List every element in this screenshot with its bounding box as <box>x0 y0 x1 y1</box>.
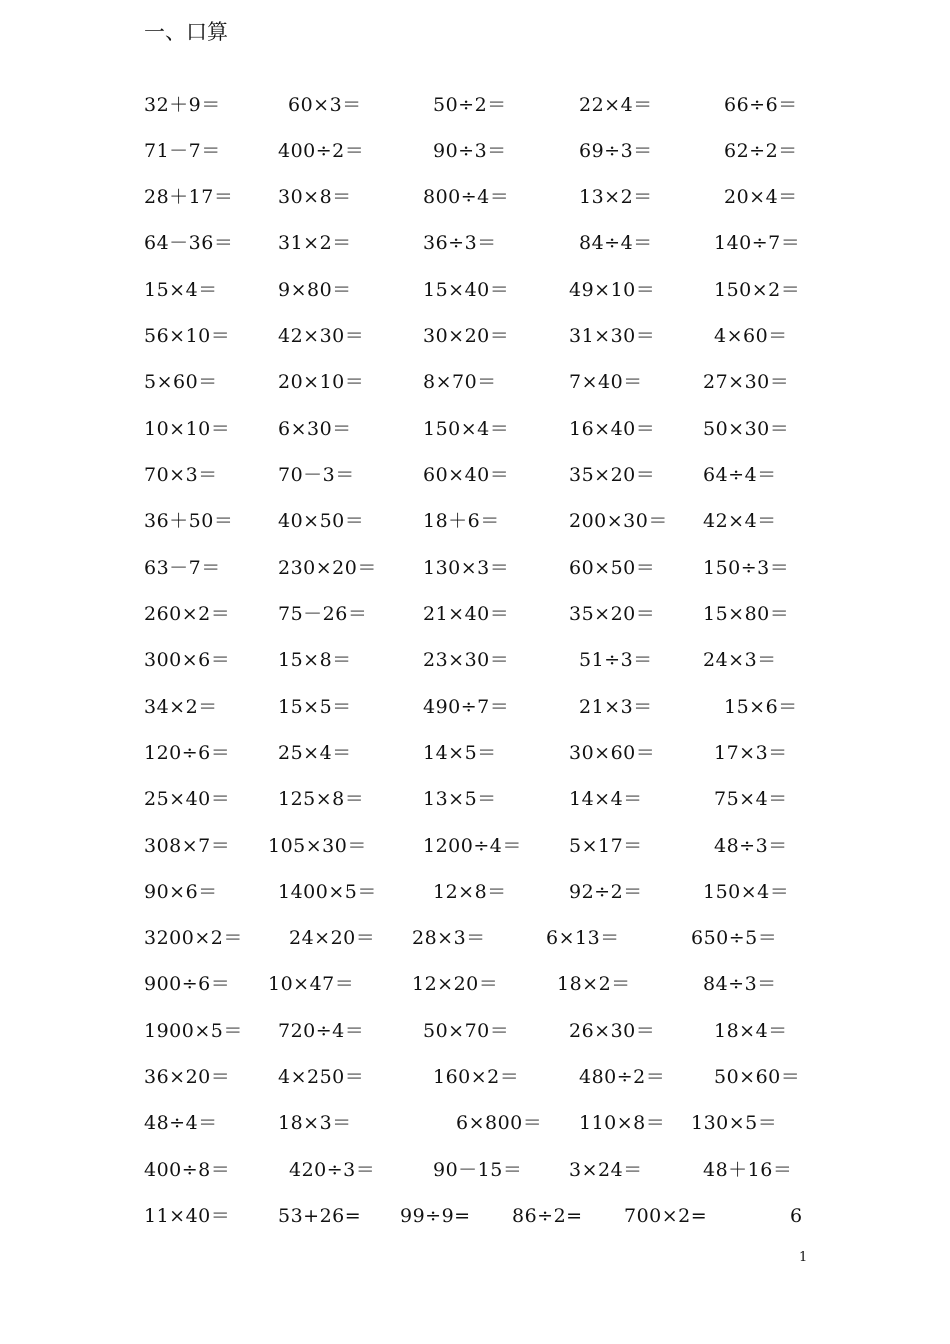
problem-item: 20×4＝ <box>724 186 798 208</box>
problem-item: 25×4＝ <box>278 742 352 764</box>
problem-item: 30×20＝ <box>423 325 510 347</box>
problem-item: 21×3＝ <box>579 696 653 718</box>
problem-item: 700×2= <box>624 1205 708 1227</box>
problem-item: 60×50＝ <box>569 557 656 579</box>
problem-item: 75－26＝ <box>278 603 368 625</box>
problem-item: 14×5＝ <box>423 742 497 764</box>
problem-item: 6×800＝ <box>456 1112 543 1134</box>
problem-item: 40×50＝ <box>278 510 365 532</box>
problem-item: 36×20＝ <box>144 1066 231 1088</box>
problem-item: 5×17＝ <box>569 835 643 857</box>
problem-item: 12×8＝ <box>433 881 507 903</box>
problem-item: 50×60＝ <box>714 1066 801 1088</box>
problem-item: 84÷4＝ <box>579 232 653 254</box>
problem-item: 18×2＝ <box>557 973 631 995</box>
problem-item: 1400×5＝ <box>278 881 377 903</box>
problem-item: 4×60＝ <box>714 325 788 347</box>
problem-item: 20×10＝ <box>278 371 365 393</box>
problem-item: 71－7＝ <box>144 140 221 162</box>
problem-item: 18＋6＝ <box>423 510 500 532</box>
problem-item: 31×30＝ <box>569 325 656 347</box>
problem-item: 56×10＝ <box>144 325 231 347</box>
problem-item: 15×6＝ <box>724 696 798 718</box>
problem-item: 6×13＝ <box>546 927 620 949</box>
problem-item: 90×6＝ <box>144 881 218 903</box>
problem-item: 21×40＝ <box>423 603 510 625</box>
problem-item: 13×5＝ <box>423 788 497 810</box>
problem-item: 400÷2＝ <box>278 140 365 162</box>
problem-item: 15×4＝ <box>144 279 218 301</box>
problem-item: 90－15＝ <box>433 1159 523 1181</box>
problem-item: 130×5＝ <box>691 1112 778 1134</box>
problem-item: 8×70＝ <box>423 371 497 393</box>
problem-item: 25×40＝ <box>144 788 231 810</box>
problem-item: 17×3＝ <box>714 742 788 764</box>
problem-item: 31×2＝ <box>278 232 352 254</box>
problem-item: 230×20＝ <box>278 557 377 579</box>
problem-item: 28×3＝ <box>412 927 486 949</box>
problem-item: 18×3＝ <box>278 1112 352 1134</box>
problem-item: 50×70＝ <box>423 1020 510 1042</box>
problem-item: 36÷3＝ <box>423 232 497 254</box>
problem-item: 15×5＝ <box>278 696 352 718</box>
problem-item: 27×30＝ <box>703 371 790 393</box>
problem-item: 3×24＝ <box>569 1159 643 1181</box>
problem-item: 28＋17＝ <box>144 186 234 208</box>
problem-item: 150÷3＝ <box>703 557 790 579</box>
problem-item: 420÷3＝ <box>289 1159 376 1181</box>
problem-item: 480÷2＝ <box>579 1066 666 1088</box>
problem-item: 90÷3＝ <box>433 140 507 162</box>
problem-item: 42×30＝ <box>278 325 365 347</box>
problem-item: 22×4＝ <box>579 94 653 116</box>
problem-item: 7×40＝ <box>569 371 643 393</box>
problem-item: 150×4＝ <box>703 881 790 903</box>
problem-item: 650÷5＝ <box>691 927 778 949</box>
problem-item: 48＋16＝ <box>703 1159 793 1181</box>
problem-item: 4×250＝ <box>278 1066 365 1088</box>
problem-item: 110×8＝ <box>579 1112 666 1134</box>
problem-item: 50×30＝ <box>703 418 790 440</box>
problem-item: 15×80＝ <box>703 603 790 625</box>
problem-item: 34×2＝ <box>144 696 218 718</box>
problem-item: 48÷4＝ <box>144 1112 218 1134</box>
problem-item: 70×3＝ <box>144 464 218 486</box>
problem-item: 24×20＝ <box>289 927 376 949</box>
problem-item: 66÷6＝ <box>724 94 798 116</box>
problem-item: 23×30＝ <box>423 649 510 671</box>
problem-item: 6×30＝ <box>278 418 352 440</box>
problem-item: 130×3＝ <box>423 557 510 579</box>
problem-item: 10×47＝ <box>268 973 355 995</box>
problem-item: 60×3＝ <box>288 94 362 116</box>
section-title: 一、口算 <box>144 20 228 44</box>
problem-item: 42×4＝ <box>703 510 777 532</box>
problem-item: 99÷9= <box>400 1205 471 1227</box>
problem-item: 125×8＝ <box>278 788 365 810</box>
problem-item: 13×2＝ <box>579 186 653 208</box>
problem-item: 60×40＝ <box>423 464 510 486</box>
problem-item: 15×40＝ <box>423 279 510 301</box>
problem-item: 105×30＝ <box>268 835 367 857</box>
problem-item: 300×6＝ <box>144 649 231 671</box>
problem-item: 12×20＝ <box>412 973 499 995</box>
problem-item: 18×4＝ <box>714 1020 788 1042</box>
problem-item: 11×40＝ <box>144 1205 231 1227</box>
problem-item: 75×4＝ <box>714 788 788 810</box>
problem-item: 30×8＝ <box>278 186 352 208</box>
problem-item: 64－36＝ <box>144 232 234 254</box>
problem-item: 150×4＝ <box>423 418 510 440</box>
problem-item: 160×2＝ <box>433 1066 520 1088</box>
problem-item: 70－3＝ <box>278 464 355 486</box>
problem-item: 3200×2＝ <box>144 927 243 949</box>
problem-item: 10×10＝ <box>144 418 231 440</box>
problem-item: 14×4＝ <box>569 788 643 810</box>
problem-item: 51÷3＝ <box>579 649 653 671</box>
problem-item: 260×2＝ <box>144 603 231 625</box>
problem-item: 200×30＝ <box>569 510 668 532</box>
problem-item: 50÷2＝ <box>433 94 507 116</box>
problem-item: 9×80＝ <box>278 279 352 301</box>
problem-item: 400÷8＝ <box>144 1159 231 1181</box>
problem-item: 84÷3＝ <box>703 973 777 995</box>
problem-item: 720÷4＝ <box>278 1020 365 1042</box>
trailing-text: 6 <box>790 1205 803 1227</box>
problem-item: 86÷2= <box>512 1205 583 1227</box>
problem-item: 308×7＝ <box>144 835 231 857</box>
problem-item: 63－7＝ <box>144 557 221 579</box>
problem-item: 16×40＝ <box>569 418 656 440</box>
problem-item: 1200÷4＝ <box>423 835 522 857</box>
problem-item: 92÷2＝ <box>569 881 643 903</box>
problem-item: 35×20＝ <box>569 464 656 486</box>
problem-item: 35×20＝ <box>569 603 656 625</box>
problem-item: 140÷7＝ <box>714 232 801 254</box>
problem-item: 24×3＝ <box>703 649 777 671</box>
problem-item: 36＋50＝ <box>144 510 234 532</box>
problem-item: 900÷6＝ <box>144 973 231 995</box>
problem-item: 30×60＝ <box>569 742 656 764</box>
page-number: 1 <box>799 1250 808 1265</box>
problem-item: 64÷4＝ <box>703 464 777 486</box>
problem-item: 1900×5＝ <box>144 1020 243 1042</box>
problem-item: 49×10＝ <box>569 279 656 301</box>
problem-item: 5×60＝ <box>144 371 218 393</box>
problem-item: 490÷7＝ <box>423 696 510 718</box>
problem-item: 62÷2＝ <box>724 140 798 162</box>
problem-item: 26×30＝ <box>569 1020 656 1042</box>
problem-item: 48÷3＝ <box>714 835 788 857</box>
problem-item: 32＋9＝ <box>144 94 221 116</box>
problem-item: 800÷4＝ <box>423 186 510 208</box>
problem-item: 150×2＝ <box>714 279 801 301</box>
problem-item: 53+26= <box>278 1205 362 1227</box>
problem-item: 120÷6＝ <box>144 742 231 764</box>
problem-item: 15×8＝ <box>278 649 352 671</box>
problem-item: 69÷3＝ <box>579 140 653 162</box>
